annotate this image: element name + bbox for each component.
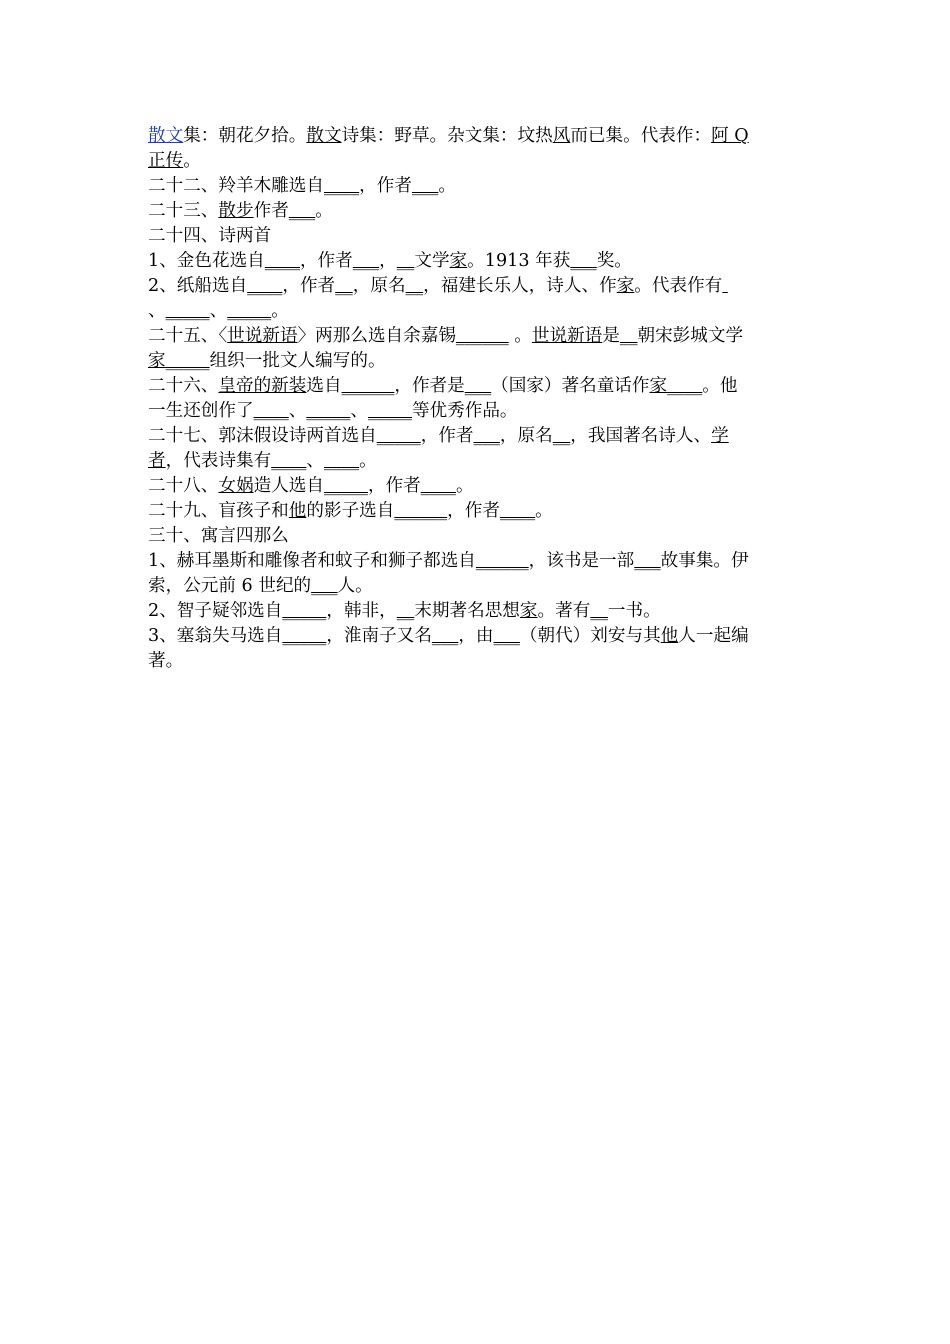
text-run: 是	[602, 326, 620, 346]
text-run: 。	[438, 176, 456, 196]
text-line	[148, 224, 808, 249]
text-run: 诗集：野草。杂文集：坟热	[341, 126, 553, 146]
text-run: ，福建长乐人，诗人、作	[423, 276, 617, 296]
underlined-text: 散文	[306, 126, 342, 146]
text-run: 、	[209, 301, 228, 321]
text-line	[148, 524, 808, 549]
text-run: 组织一批文人编写的。	[209, 351, 386, 371]
text-run: 。1913 年获	[467, 251, 571, 271]
text-run: 1、金色花选自	[148, 251, 265, 271]
text-line	[148, 649, 808, 674]
text-run: ，作者	[420, 426, 474, 446]
text-line	[148, 449, 808, 474]
text-run: 二十三、	[148, 201, 219, 221]
underlined-text: ___	[634, 551, 661, 571]
underlined-text: ___	[311, 576, 338, 596]
text-line	[148, 274, 808, 299]
text-run: 2、智子疑邻选自	[148, 601, 283, 621]
underlined-text: _____	[376, 426, 421, 446]
text-run: 、	[148, 301, 166, 321]
underlined-text: 他	[660, 626, 679, 646]
text-run: ，	[379, 251, 397, 271]
text-run: 。	[455, 476, 474, 496]
underlined-text: 世说新语	[227, 326, 298, 346]
underlined-text: ___	[473, 426, 500, 446]
underlined-text: 者	[148, 451, 166, 471]
underlined-text: __	[405, 276, 424, 296]
text-run: ，作者是	[394, 376, 465, 396]
text-run: 造人选自	[253, 476, 324, 496]
underlined-text: _____	[367, 401, 412, 421]
text-line	[148, 199, 808, 224]
text-run: 二十二、羚羊木雕选自	[148, 176, 324, 196]
underlined-text: 皇帝的新装	[218, 376, 307, 396]
underlined-text: ______	[394, 501, 448, 521]
underlined-text: _____	[282, 601, 327, 621]
underlined-text: ___	[493, 626, 520, 646]
text-line	[148, 174, 808, 199]
underlined-text: ____	[420, 476, 456, 496]
text-run: 〉两那么选自余嘉锡	[297, 326, 456, 346]
text-run: 人。	[337, 576, 373, 596]
underlined-text: 他	[288, 501, 307, 521]
underlined-text: ___	[431, 626, 459, 646]
underlined-text: ____	[323, 451, 360, 471]
text-run: 。	[271, 301, 289, 321]
text-line	[148, 499, 808, 524]
text-run: 1、赫耳墨斯和雕像者和蚊子和狮子都选自	[148, 551, 476, 571]
underlined-text: 世说新语	[531, 326, 603, 346]
text-line	[148, 124, 808, 149]
underlined-text: _____	[282, 626, 327, 646]
text-run: ，代表诗集有	[165, 451, 272, 471]
underlined-text: _____	[165, 301, 210, 321]
text-run: 集：朝花夕拾。	[183, 126, 307, 146]
text-run: 奖。	[596, 251, 632, 271]
text-line	[148, 399, 808, 424]
text-run: 、	[350, 401, 368, 421]
text-run: 一书。	[607, 601, 661, 621]
text-run: 作者	[253, 201, 289, 221]
underlined-text: ______	[341, 376, 395, 396]
text-line	[148, 374, 808, 399]
text-run: 二十九、盲孩子和	[148, 501, 289, 521]
underlined-text: ___	[288, 201, 316, 221]
text-run: （朝代）刘安与其	[519, 626, 661, 646]
text-line	[148, 599, 808, 624]
text-run: 故事集。伊	[660, 551, 749, 571]
underlined-text: _____	[306, 401, 351, 421]
underlined-text: __	[619, 326, 638, 346]
underlined-text: 家	[449, 251, 468, 271]
underlined-text: 阿 Q	[711, 126, 749, 146]
text-run: ，作者	[299, 251, 353, 271]
text-run: 。代表作有	[634, 276, 723, 296]
text-run: ，韩非，	[326, 601, 397, 621]
text-run: 。	[183, 151, 201, 171]
underlined-text: ______	[475, 551, 529, 571]
text-run: 2、纸船选自	[148, 276, 248, 296]
text-run: 末期著名思想	[414, 601, 520, 621]
underlined-text: __	[590, 601, 608, 621]
underlined-text: 散步	[218, 201, 254, 221]
text-run: 选自	[306, 376, 342, 396]
text-run: 文学	[414, 251, 450, 271]
text-run: 。	[359, 451, 377, 471]
text-run: 。	[315, 201, 333, 221]
text-line	[148, 624, 808, 649]
underlined-text: _____	[165, 351, 210, 371]
text-run: 三十、寓言四那么	[148, 526, 289, 546]
text-run: 索，公元前 6 世纪的	[148, 576, 312, 596]
underlined-text: _____	[227, 301, 272, 321]
underlined-text: ___	[464, 376, 492, 396]
text-run: ，作者	[359, 176, 412, 196]
hyperlink[interactable]: 散文	[148, 126, 184, 146]
text-line	[148, 574, 808, 599]
document-body	[148, 124, 808, 674]
text-run: 二十四、诗两首	[148, 226, 272, 246]
text-line	[148, 149, 808, 174]
underlined-text	[722, 276, 728, 296]
text-run: 等优秀作品。	[411, 401, 518, 421]
underlined-text: __	[335, 276, 353, 296]
text-run: 二十八、	[148, 476, 219, 496]
underlined-text: ____	[264, 251, 300, 271]
text-run: ，原名	[499, 426, 553, 446]
underlined-text: ______	[455, 326, 509, 346]
text-run: 二十五、〈	[148, 326, 228, 346]
text-run: 的影子选自	[306, 501, 395, 521]
underlined-text: ___	[352, 251, 380, 271]
text-run: 二十六、	[148, 376, 219, 396]
text-line	[148, 324, 808, 349]
text-run: ，作者	[282, 276, 336, 296]
underlined-text: 家	[519, 601, 538, 621]
underlined-text: __	[396, 251, 415, 271]
text-run: 。	[508, 326, 532, 346]
text-run: 一生还创作了	[148, 401, 254, 421]
text-run: 而已集。代表作：	[570, 126, 712, 146]
text-run: （国家）著名童话作	[491, 376, 650, 396]
underlined-text: 学	[711, 426, 729, 446]
underlined-text: _____	[323, 476, 368, 496]
underlined-text: ____	[247, 276, 283, 296]
text-line	[148, 549, 808, 574]
underlined-text: ____	[499, 501, 536, 521]
text-run: 著。	[148, 651, 184, 671]
underlined-text: 风	[552, 126, 571, 146]
underlined-text: 家	[649, 376, 668, 396]
underlined-text: ___	[411, 176, 439, 196]
text-run: ，该书是一部	[528, 551, 635, 571]
underlined-text: 家	[148, 351, 166, 371]
text-line	[148, 349, 808, 374]
text-run: 。他	[702, 376, 738, 396]
underlined-text: ____	[271, 451, 307, 471]
text-run: ，作者	[447, 501, 500, 521]
underlined-text: __	[552, 426, 571, 446]
underlined-text: ____	[253, 401, 289, 421]
text-run: 、	[288, 401, 307, 421]
text-run: 、	[306, 451, 324, 471]
text-line	[148, 299, 808, 324]
text-run: 3、塞翁失马选自	[148, 626, 283, 646]
text-run: ，作者	[367, 476, 421, 496]
underlined-text: 女娲	[218, 476, 254, 496]
text-line	[148, 249, 808, 274]
text-run: 。	[535, 501, 553, 521]
text-run: ，由	[458, 626, 494, 646]
text-run: 朝宋彭城文学	[637, 326, 744, 346]
underlined-text: 正传	[148, 151, 184, 171]
underlined-text: ____	[667, 376, 703, 396]
text-run: 。著有	[537, 601, 591, 621]
underlined-text: __	[396, 601, 415, 621]
text-line	[148, 474, 808, 499]
underlined-text: 家	[616, 276, 635, 296]
text-line	[148, 424, 808, 449]
text-run: 二十七、郭沫假设诗两首选自	[148, 426, 377, 446]
underlined-text: ___	[570, 251, 597, 271]
text-run: ，我国著名诗人、	[570, 426, 712, 446]
text-run: ，淮南子又名	[326, 626, 432, 646]
text-run: ，原名	[352, 276, 406, 296]
underlined-text: ____	[323, 176, 360, 196]
text-run: 人一起编	[678, 626, 749, 646]
